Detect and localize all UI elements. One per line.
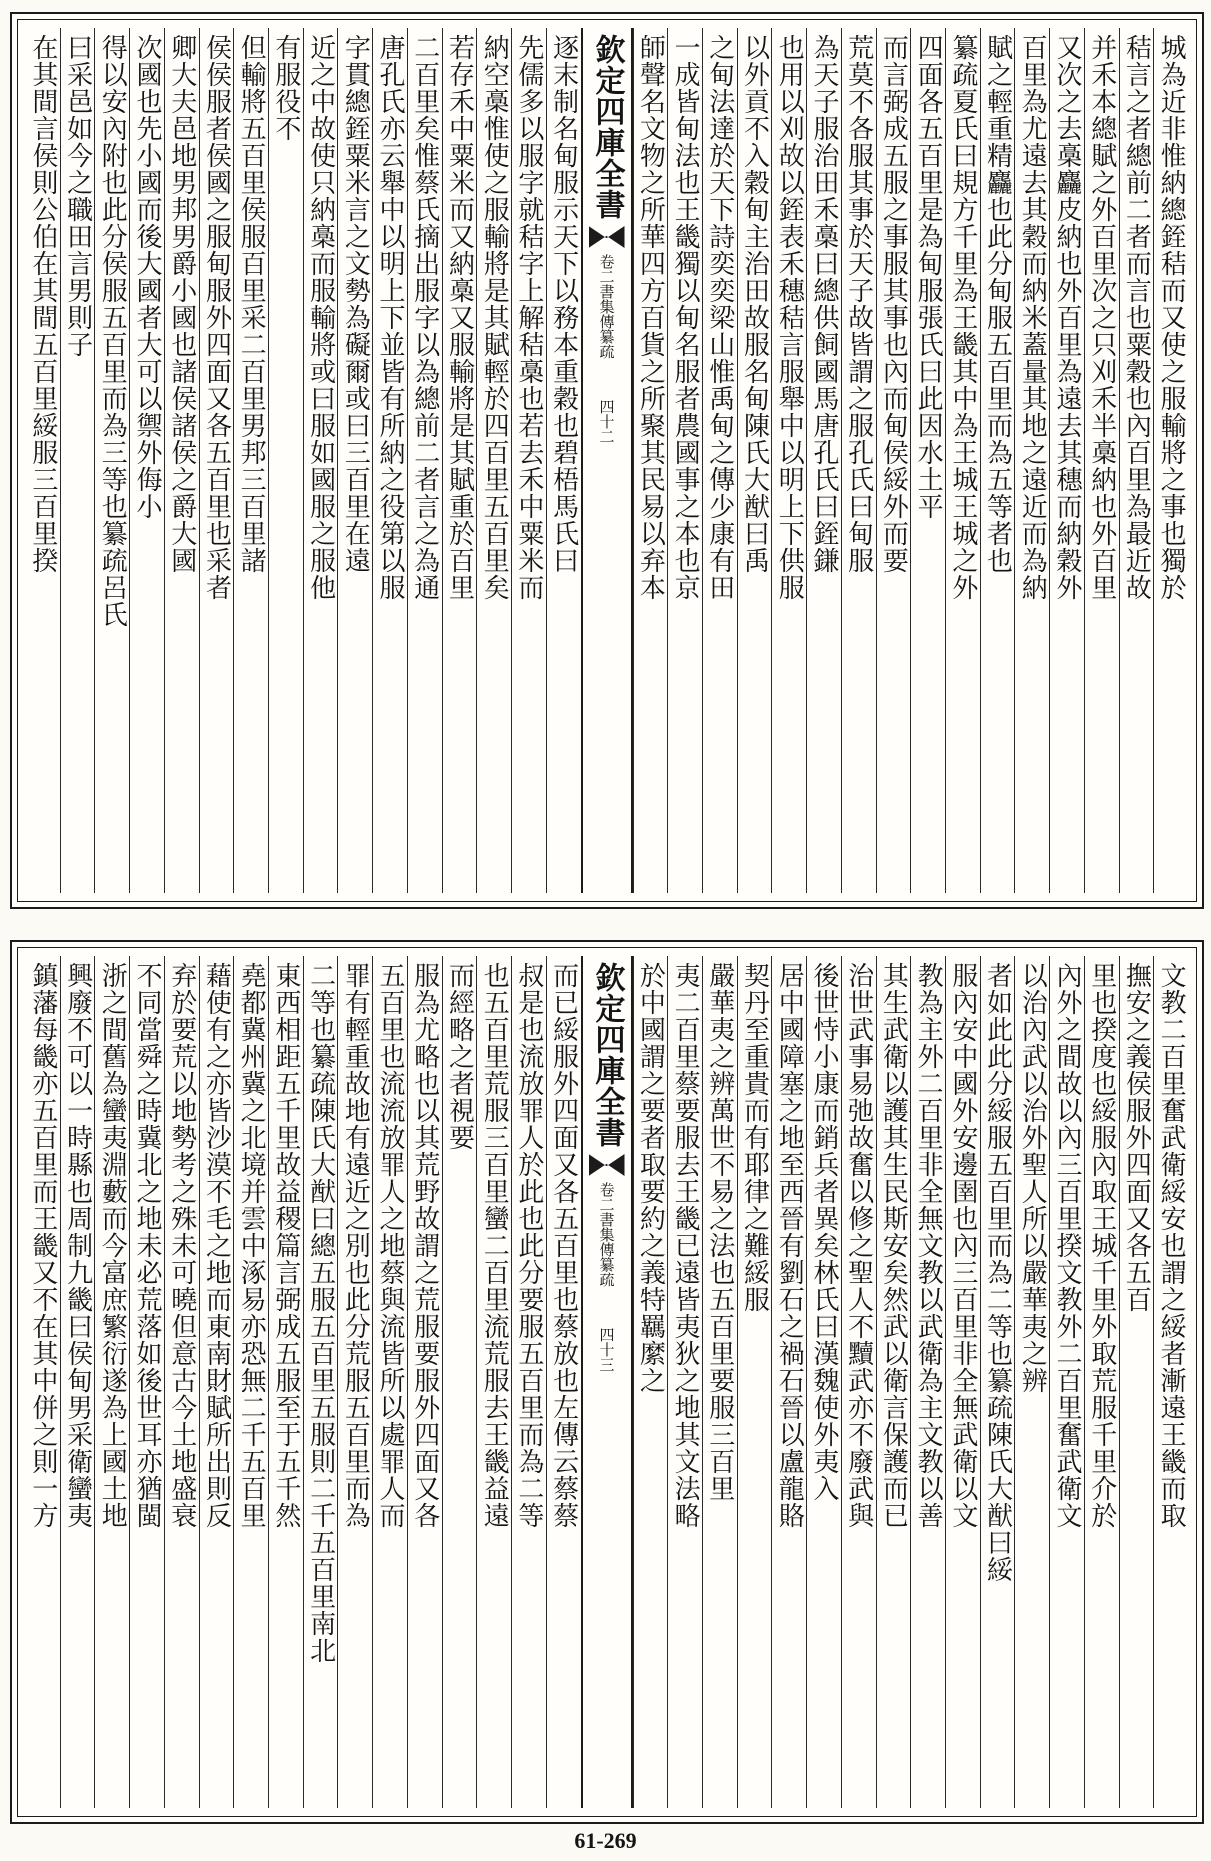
text-column: 百里為尤遠去其穀而納米蓋量其地之遠近而為納	[1014, 28, 1049, 893]
text-column: 荒莫不各服其事於天子故皆謂之服孔氏曰甸服	[841, 28, 876, 893]
text-column: 服為尤略也以其荒野故謂之荒服要服外四面又各	[407, 956, 442, 1808]
banner-book-title: 書集傳纂疏	[597, 1212, 616, 1287]
text-column: 侯侯服者侯國之服甸服外四面又各五百里也采者	[199, 28, 234, 893]
text-column: 四面各五百里是為甸服張氏曰此因水土平	[910, 28, 945, 893]
text-column: 其生武衛以護其生民斯安矣然武以衛言保護而已	[876, 956, 911, 1808]
text-column: 契丹至重貴而有耶律之難綏服	[737, 956, 772, 1808]
text-column: 夷二百里蔡要服去王畿已遠皆夷狄之地其文法略	[667, 956, 702, 1808]
fishtail-ornament-icon	[589, 1154, 625, 1176]
text-column: 藉使有之亦皆沙漠不毛之地而東南財賦所出則反	[199, 956, 234, 1808]
text-column: 以外貢不入穀甸主治田故服名甸陳氏大猷曰禹	[737, 28, 772, 893]
text-column: 卿大夫邑地男邦男爵小國也諸侯諸侯之爵大國	[164, 28, 199, 893]
text-column: 一成皆甸法也王畿獨以甸名服者農國事之本也京	[667, 28, 702, 893]
text-column: 而經略之者視要	[442, 956, 477, 1808]
page-top	[10, 12, 1204, 909]
text-column: 納空槀惟使之服輸將是其賦輕於四百里五百里矣	[476, 28, 511, 893]
text-column: 者如此此分綏服五百里而為二等也纂疏陳氏大猷曰綏	[980, 956, 1015, 1808]
text-column: 里也揆度也綏服內取王城千里外取荒服千里介於	[1084, 956, 1119, 1808]
text-column: 得以安內附也此分侯服五百里而為三等也纂疏呂氏	[94, 28, 129, 893]
text-column: 而已綏服外四面又各五百里也蔡放也左傳云蔡蔡	[546, 956, 581, 1808]
text-column: 不同當舜之時冀北之地未必荒落如後世耳亦猶閩	[129, 956, 164, 1808]
text-column: 在其間言侯則公伯在其間五百里綏服三百里揆	[27, 34, 58, 574]
text-column: 教為主外二百里非全無文教以武衛為主文教以善	[910, 956, 945, 1808]
text-column: 弃於要荒以地勢考之殊未可曉但意古今土地盛衰	[164, 956, 199, 1808]
text-column: 師聲名文物之所華四方百貨之所聚其民易以弃本	[633, 28, 668, 893]
text-column: 也用以刈故以銍表禾穗秸言服舉中以明上下供服	[771, 28, 806, 893]
text-column: 先儒多以服字就秸字上解秸槀也若去禾中粟米而	[511, 28, 546, 893]
text-column: 撫安之義侯服外四面又各五百	[1119, 956, 1154, 1808]
text-column: 嚴華夷之辨萬世不易之法也五百里要服三百里	[702, 956, 737, 1808]
text-column: 逐末制名甸服示天下以務本重穀也碧梧馬氏曰	[546, 28, 581, 893]
text-column: 有服役不	[268, 28, 303, 893]
text-column: 并禾本總賦之外百里次之只刈禾半槀納也外百里	[1084, 28, 1119, 893]
page-number: 61-269	[574, 1828, 637, 1853]
text-column: 字貫總銍粟米言之文勢為礙爾或曰三百里在遠	[337, 28, 372, 893]
banner-column	[581, 956, 633, 1808]
fishtail-ornament-icon	[589, 226, 625, 248]
banner-title: 欽定四庫全書	[589, 34, 625, 220]
text-column: 二百里矣惟蔡氏摘出服字以為總前二者言之為通	[407, 28, 442, 893]
page-bottom	[10, 940, 1204, 1824]
text-column: 興廢不可以一時縣也周制九畿曰侯甸男采衛蠻夷	[60, 956, 95, 1808]
banner-folio: 四十三	[597, 1327, 616, 1372]
text-column: 曰采邑如今之職田言男則子	[60, 28, 95, 893]
text-column: 為天子服治田禾槀曰總供飼國馬唐孔氏曰銍鎌	[806, 28, 841, 893]
banner-juan: 卷二	[597, 254, 616, 284]
text-column: 五百里也流流放罪人之地蔡與流皆所以處罪人而	[372, 956, 407, 1808]
text-column: 居中國障塞之地至西晉有劉石之禍石晉以盧龍賂	[771, 956, 806, 1808]
text-column: 服內安中國外安邊圉也內三百里非全無武衛以文	[945, 956, 980, 1808]
text-column: 堯都冀州冀之北境并雲中涿易亦恐無二千五百里	[233, 956, 268, 1808]
text-column: 罪有輕重故地有遠近之別也此分荒服五百里而為	[337, 956, 372, 1808]
text-column: 若存禾中粟米而又納槀又服輸將是其賦重於百里	[442, 28, 477, 893]
text-column: 東西相距五千里故益稷篇言弼成五服至于五千然	[268, 956, 303, 1808]
text-column: 城為近非惟納總銍秸而又使之服輸將之事也獨於	[1153, 28, 1188, 893]
text-column: 內外之間故以內三百里揆文教外二百里奮武衛文	[1049, 956, 1084, 1808]
columns-bottom	[26, 956, 1188, 1808]
text-column: 叔是也流放罪人於此也此分要服五百里而為二等	[511, 956, 546, 1808]
banner-title: 欽定四庫全書	[589, 962, 625, 1148]
text-column: 治世武事易弛故奮以修之聖人不黷武亦不廢武與	[841, 956, 876, 1808]
text-column: 纂疏夏氏曰規方千里為王畿其中為王城王城之外	[945, 28, 980, 893]
text-column: 浙之間舊為蠻夷淵藪而今富庶繁衍遂為上國土地	[94, 956, 129, 1808]
text-column: 鎮藩每畿亦五百里而王畿又不在其中併之則一方	[27, 962, 58, 1529]
text-column: 二等也纂疏陳氏大猷曰總五服五百里五服則二千五百里南北	[303, 956, 338, 1808]
text-column: 而言弼成五服之事服其事也內而甸侯綏外而要	[876, 28, 911, 893]
text-column: 秸言之者總前二者而言也粟穀也內百里為最近故	[1119, 28, 1154, 893]
text-column: 後世恃小康而銷兵者異矣林氏曰漢魏使外夷入	[806, 956, 841, 1808]
banner-juan: 卷二	[597, 1182, 616, 1212]
text-column: 次國也先小國而後大國者大可以禦外侮小	[129, 28, 164, 893]
text-column: 以治內武以治外聖人所以嚴華夷之辨	[1014, 956, 1049, 1808]
banner-folio: 四十二	[597, 399, 616, 444]
text-column: 又次之去槀麤皮納也外百里為遠去其穗而納穀外	[1049, 28, 1084, 893]
text-column: 唐孔氏亦云舉中以明上下並皆有所納之役第以服	[372, 28, 407, 893]
banner-book-title: 書集傳纂疏	[597, 284, 616, 359]
text-column: 文教二百里奮武衛綏安也謂之綏者漸遠王畿而取	[1153, 956, 1188, 1808]
text-column: 也五百里荒服三百里蠻二百里流荒服去王畿益遠	[476, 956, 511, 1808]
text-column: 之甸法達於天下詩奕奕梁山惟禹甸之傳少康有田	[702, 28, 737, 893]
text-column: 賦之輕重精麤也此分甸服五百里而為五等者也	[980, 28, 1015, 893]
banner-column	[581, 28, 633, 893]
columns-top	[26, 28, 1188, 893]
text-column: 近之中故使只納槀而服輸將或曰服如國服之服他	[303, 28, 338, 893]
text-column: 於中國謂之要者取要約之義特羈縻之	[633, 956, 668, 1808]
text-column: 但輸將五百里侯服百里采二百里男邦三百里諸	[233, 28, 268, 893]
